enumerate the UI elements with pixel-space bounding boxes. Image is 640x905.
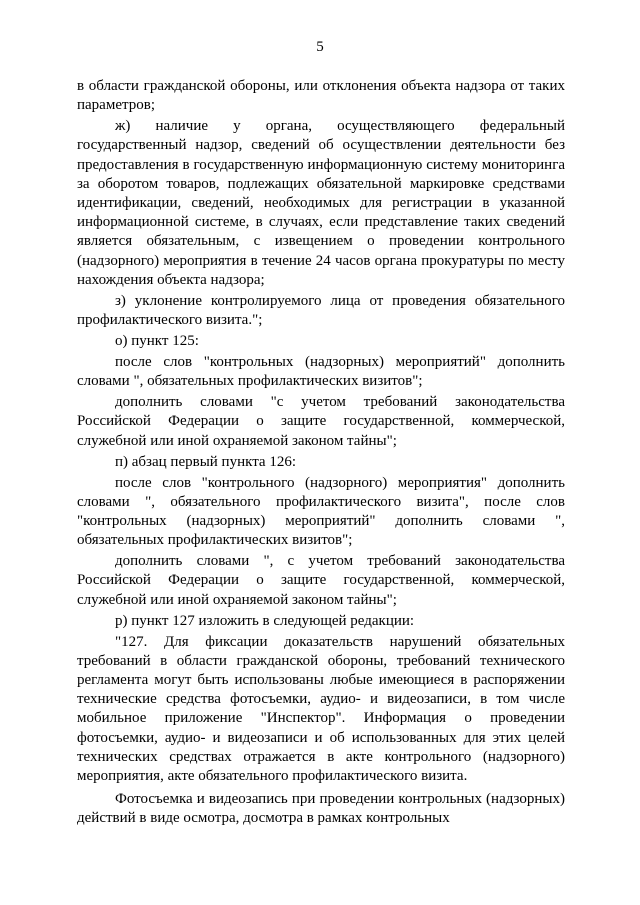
paragraph-item-p-2: дополнить словами ", с учетом требований законодательства Российской Федерации о защите государственной, коммерческой, служебной или иной охраняемой законом тайны"; [77,553,565,608]
page-number: 5 [316,39,324,55]
paragraph-item-z: з) уклонение контролируемого лица от проведения обязательного профилактического визита."; [77,292,565,329]
paragraph-continuation: в области гражданской обороны, или отклонения объекта надзора от таких параметров; [77,78,565,114]
paragraph-photo-video: Фотосъемка и видеозапись при проведении контрольных (надзорных) действий в виде осмотра, досмотра в рамках контрольных [77,791,565,827]
paragraph-item-r: р) пункт 127 изложить в следующей редакции: [115,612,415,629]
paragraph-item-127: "127. Для фиксации доказательств нарушений обязательных требований в области гражданской обороны, требований технического регламента могут быть использованы любые имеющиеся в распоряжении технические средства фотосъемки, аудио- и видеозаписи, в том числе мобильное приложение "Инспектор". Информация о проведении фотосъемки, аудио- и видеозаписи и об использованных для этих целей технических средствах отражается в акте контрольного (надзорного) мероприятия, акте обязательного профилактического визита. [77,633,565,785]
document-body [77,77,565,830]
paragraph-item-zh: ж) наличие у органа, осуществляющего федеральный государственный надзор, сведений об осуществлении деятельности без предоставления в государственную информационную систему мониторинга за оборотом товаров, подлежащих обязательной маркировке средствами идентификации, сведений, необходимых для регистрации в указанной информационной системе, в случаях, если представление таких сведений является обязательным, с извещением о проведении контрольного (надзорного) мероприятия в течение 24 часов органа прокуратуры по месту нахождения объекта надзора; [77,118,565,288]
paragraph-item-o: о) пункт 125: [115,333,199,350]
paragraph-item-o-1: после слов "контрольных (надзорных) мероприятий" дополнить словами ", обязательных профилактических визитов"; [77,354,565,390]
paragraph-item-p-1: после слов "контрольного (надзорного) мероприятия" дополнить словами ", обязательного профилактического визита", после слов "контрольных (надзорных) мероприятий" дополнить словами ", обязательных профилактических визитов"; [77,474,565,549]
paragraph-item-p: п) абзац первый пункта 126: [115,453,297,470]
paragraph-item-o-2: дополнить словами "с учетом требований законодательства Российской Федерации о защите государственной, коммерческой, служебной или иной охраняемой законом тайны"; [77,394,565,449]
